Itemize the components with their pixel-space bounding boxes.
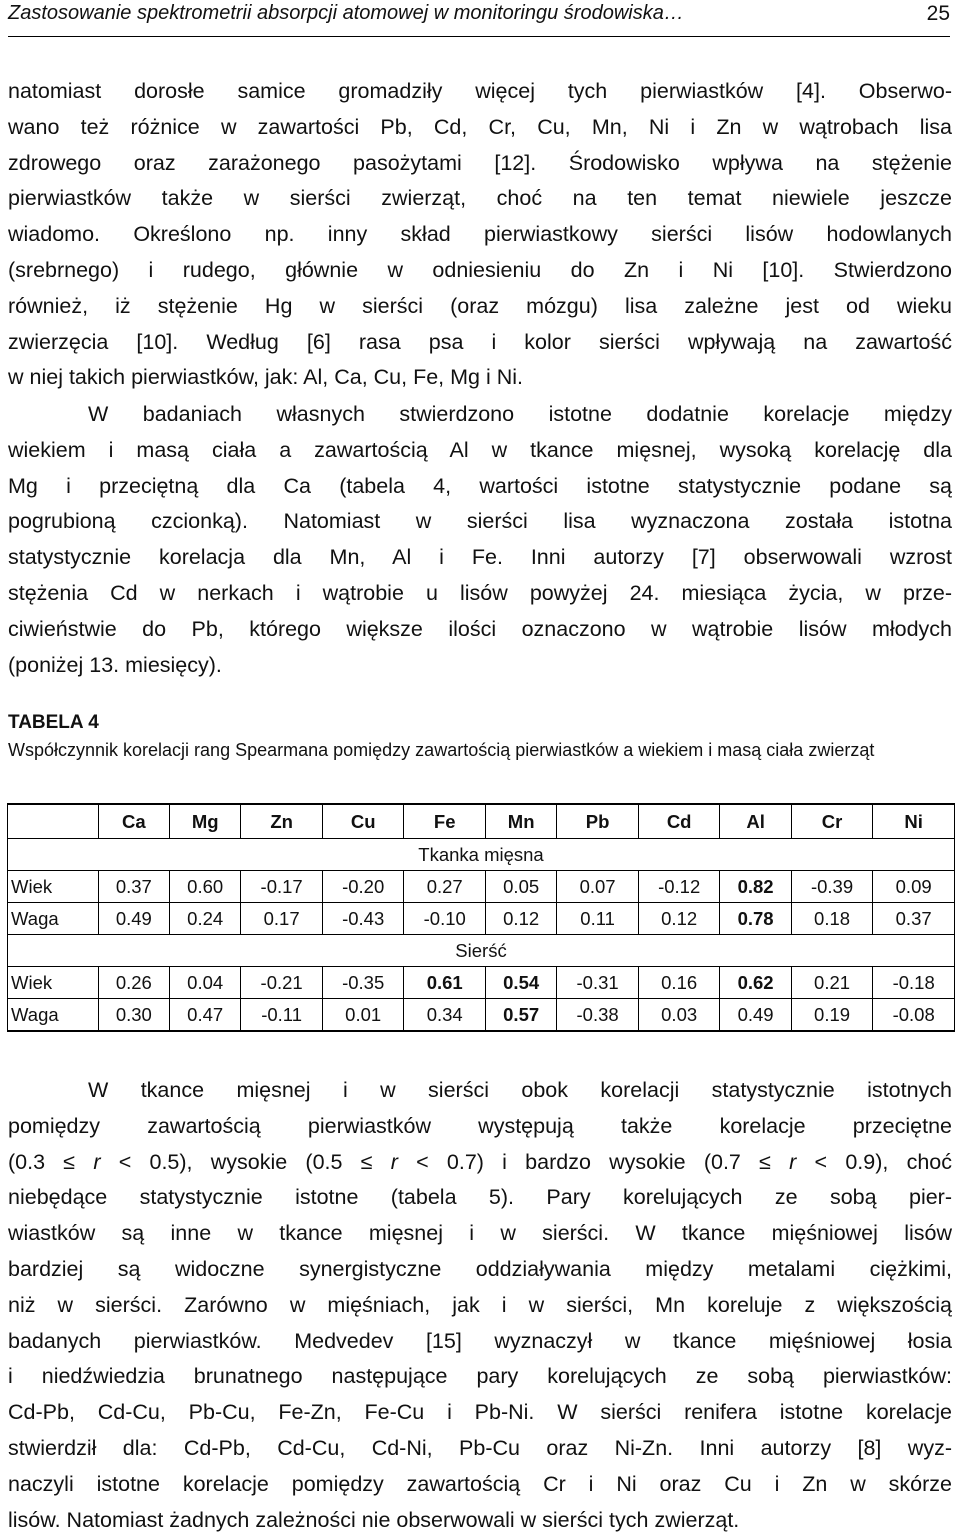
section-label: Tkanka mięsna (8, 839, 955, 871)
text-line: w niej takich pierwiastków, jak: Al, Ca, Cu, Fe, Mg i Ni. (8, 365, 523, 390)
column-header: Cr (791, 804, 873, 839)
value-cell: 0.27 (404, 871, 486, 903)
value-cell: -0.20 (322, 871, 404, 903)
value-cell: 0.78 (720, 903, 791, 935)
value-cell: 0.17 (241, 903, 323, 935)
text-line: pierwiastków także w sierści zwierząt, choć na ten temat niewiele jeszcze (8, 186, 952, 211)
paragraph-1 (8, 74, 952, 396)
value-cell: 0.57 (485, 999, 556, 1032)
text-line: wano też różnice w zawartości Pb, Cd, Cr, Cu, Mn, Ni i Zn w wątrobach lisa (8, 114, 952, 139)
text-line: i niedźwiedzia brunatnego następujące pary korelujących ze sobą pierwiastków: (8, 1364, 952, 1389)
value-cell: -0.11 (241, 999, 323, 1032)
text-line: Mg i przeciętną dla Ca (tabela 4, wartości istotne statystycznie podane są (8, 473, 952, 498)
section-row (8, 935, 955, 967)
value-cell: 0.30 (98, 999, 169, 1032)
running-title: Zastosowanie spektrometrii absorpcji atomowej w monitoringu środowiska… (8, 2, 684, 24)
table-header-row (8, 804, 955, 839)
column-header: Zn (241, 804, 323, 839)
text-line: statystycznie korelacja dla Mn, Al i Fe. Inni autorzy [7] obserwowali wzrost (8, 545, 952, 570)
value-cell: 0.60 (170, 871, 241, 903)
table-row (8, 871, 955, 903)
column-header: Ni (873, 804, 955, 839)
section-label: Sierść (8, 935, 955, 967)
value-cell: 0.18 (791, 903, 873, 935)
text-line: niebędące statystycznie istotne (tabela 5). Pary korelujących ze sobą pier- (8, 1185, 952, 1210)
value-cell: -0.38 (557, 999, 639, 1032)
variable-r: r (789, 1149, 797, 1174)
text-fragment: (0.3 (8, 1149, 64, 1174)
corner-cell (8, 804, 99, 839)
section-row (8, 839, 955, 871)
text-line: badanych pierwiastków. Medvedev [15] wyznaczył w tkance mięśniowej łosia (8, 1328, 952, 1353)
variable-r: r (93, 1149, 101, 1174)
value-cell: 0.62 (720, 967, 791, 999)
text-line: zwierzęcia [10]. Według [6] rasa psa i kolor sierści wpływają na zawartość (8, 329, 952, 354)
column-header: Al (720, 804, 791, 839)
text-line: wiadomo. Określono np. inny skład pierwiastkowy sierści lisów hodowlanych (8, 222, 952, 247)
value-cell: -0.21 (241, 967, 323, 999)
row-label: Wiek (8, 871, 99, 903)
table-row (8, 903, 955, 935)
table-row (8, 999, 955, 1032)
text-line: lisów. Natomiast żadnych zależności nie obserwowali w sierści tych zwierząt. (8, 1507, 740, 1532)
text-line: pomiędzy zawartością pierwiastków występują także korelacje przeciętne (8, 1113, 952, 1138)
text-line: zdrowego oraz zarażonego pasożytami [12]. Środowisko wpływa na stężenie (8, 150, 952, 175)
value-cell: 0.49 (98, 903, 169, 935)
value-cell: 0.49 (720, 999, 791, 1032)
value-cell: -0.35 (322, 967, 404, 999)
value-cell: 0.09 (873, 871, 955, 903)
row-label: Waga (8, 999, 99, 1032)
paragraph-2 (8, 397, 952, 683)
value-cell: 0.37 (873, 903, 955, 935)
text-line: stwierdził dla: Cd-Pb, Cd-Cu, Cd-Ni, Pb-Cu oraz Ni-Zn. Inni autorzy [8] wyz- (8, 1435, 952, 1460)
value-cell: 0.37 (98, 871, 169, 903)
text-line: pogrubioną czcionką). Natomiast w sierści lisa wyznaczona została istotna (8, 509, 952, 534)
text-line: również, iż stężenie Hg w sierści (oraz mózgu) lisa zależne jest od wieku (8, 293, 952, 318)
leq-symbol: ≤ (759, 1149, 790, 1174)
value-cell: 0.47 (170, 999, 241, 1032)
text-line: natomiast dorosłe samice gromadziły więcej tych pierwiastków [4]. Obserwo- (8, 79, 952, 103)
row-label: Waga (8, 903, 99, 935)
value-cell: 0.07 (557, 871, 639, 903)
column-header: Cu (322, 804, 404, 839)
text-line-with-math (8, 1145, 952, 1181)
text-line: W tkance mięsnej i w sierści obok korelacji statystycznie istotnych (88, 1078, 952, 1102)
column-header: Fe (404, 804, 486, 839)
text-fragment: < 0.7) i bardzo wysokie (0.7 (397, 1149, 760, 1174)
text-line: bardziej są widoczne synergistyczne oddziaływania między metalami ciężkimi, (8, 1256, 952, 1281)
value-cell: 0.11 (557, 903, 639, 935)
value-cell: 0.61 (404, 967, 486, 999)
column-header: Mn (485, 804, 556, 839)
leq-symbol: ≤ (63, 1149, 94, 1174)
running-header (8, 0, 950, 37)
value-cell: -0.18 (873, 967, 955, 999)
value-cell: 0.04 (170, 967, 241, 999)
value-cell: -0.17 (241, 871, 323, 903)
variable-r: r (390, 1149, 398, 1174)
paragraph-3 (8, 1073, 952, 1538)
text-line: Cd-Pb, Cd-Cu, Pb-Cu, Fe-Zn, Fe-Cu i Pb-Ni. W sierści renifera istotne korelacje (8, 1400, 952, 1425)
value-cell: 0.01 (322, 999, 404, 1032)
table-title: TABELA 4 (8, 712, 99, 733)
text-line: ciwieństwie do Pb, którego większe ilości oznaczono w wątrobie lisów młodych (8, 616, 952, 641)
value-cell: -0.10 (404, 903, 486, 935)
value-cell: -0.31 (557, 967, 639, 999)
value-cell: -0.08 (873, 999, 955, 1032)
leq-symbol: ≤ (360, 1149, 391, 1174)
value-cell: 0.12 (485, 903, 556, 935)
value-cell: 0.05 (485, 871, 556, 903)
value-cell: -0.39 (791, 871, 873, 903)
text-fragment: < 0.5), wysokie (0.5 (100, 1149, 361, 1174)
value-cell: 0.03 (638, 999, 720, 1032)
text-line: niż w sierści. Zarówno w mięśniach, jak i w sierści, Mn koreluje z większością (8, 1292, 952, 1317)
value-cell: 0.12 (638, 903, 720, 935)
value-cell: 0.82 (720, 871, 791, 903)
column-header: Pb (557, 804, 639, 839)
text-line: wiastków są inne w tkance mięsnej i w sierści. W tkance mięśniowej lisów (8, 1221, 952, 1246)
text-fragment: < 0.9), choć (796, 1149, 952, 1174)
row-label: Wiek (8, 967, 99, 999)
text-line: wiekiem i masą ciała a zawartością Al w tkance mięsnej, wysoką korelację dla (8, 437, 952, 462)
correlation-table (7, 803, 955, 1032)
text-line: (poniżej 13. miesięcy). (8, 652, 222, 677)
value-cell: 0.34 (404, 999, 486, 1032)
column-header: Mg (170, 804, 241, 839)
value-cell: -0.43 (322, 903, 404, 935)
page-number: 25 (926, 2, 950, 25)
text-line: W badaniach własnych stwierdzono istotne dodatnie korelacje między (88, 402, 952, 426)
value-cell: 0.26 (98, 967, 169, 999)
text-line: (srebrnego) i rudego, głównie w odniesieniu do Zn i Ni [10]. Stwierdzono (8, 257, 952, 282)
table-row (8, 967, 955, 999)
value-cell: -0.12 (638, 871, 720, 903)
value-cell: 0.54 (485, 967, 556, 999)
text-line: stężenia Cd w nerkach i wątrobie u lisów powyżej 24. miesiąca życia, w prze- (8, 580, 952, 605)
column-header: Ca (98, 804, 169, 839)
value-cell: 0.24 (170, 903, 241, 935)
table-caption: Współczynnik korelacji rang Spearmana pomiędzy zawartością pierwiastków a wiekiem i masą ciała zwierząt (8, 740, 875, 760)
text-line: naczyli istotne korelacje pomiędzy zawartością Cr i Ni oraz Cu i Zn w skórze (8, 1471, 952, 1496)
value-cell: 0.21 (791, 967, 873, 999)
column-header: Cd (638, 804, 720, 839)
value-cell: 0.19 (791, 999, 873, 1032)
value-cell: 0.16 (638, 967, 720, 999)
